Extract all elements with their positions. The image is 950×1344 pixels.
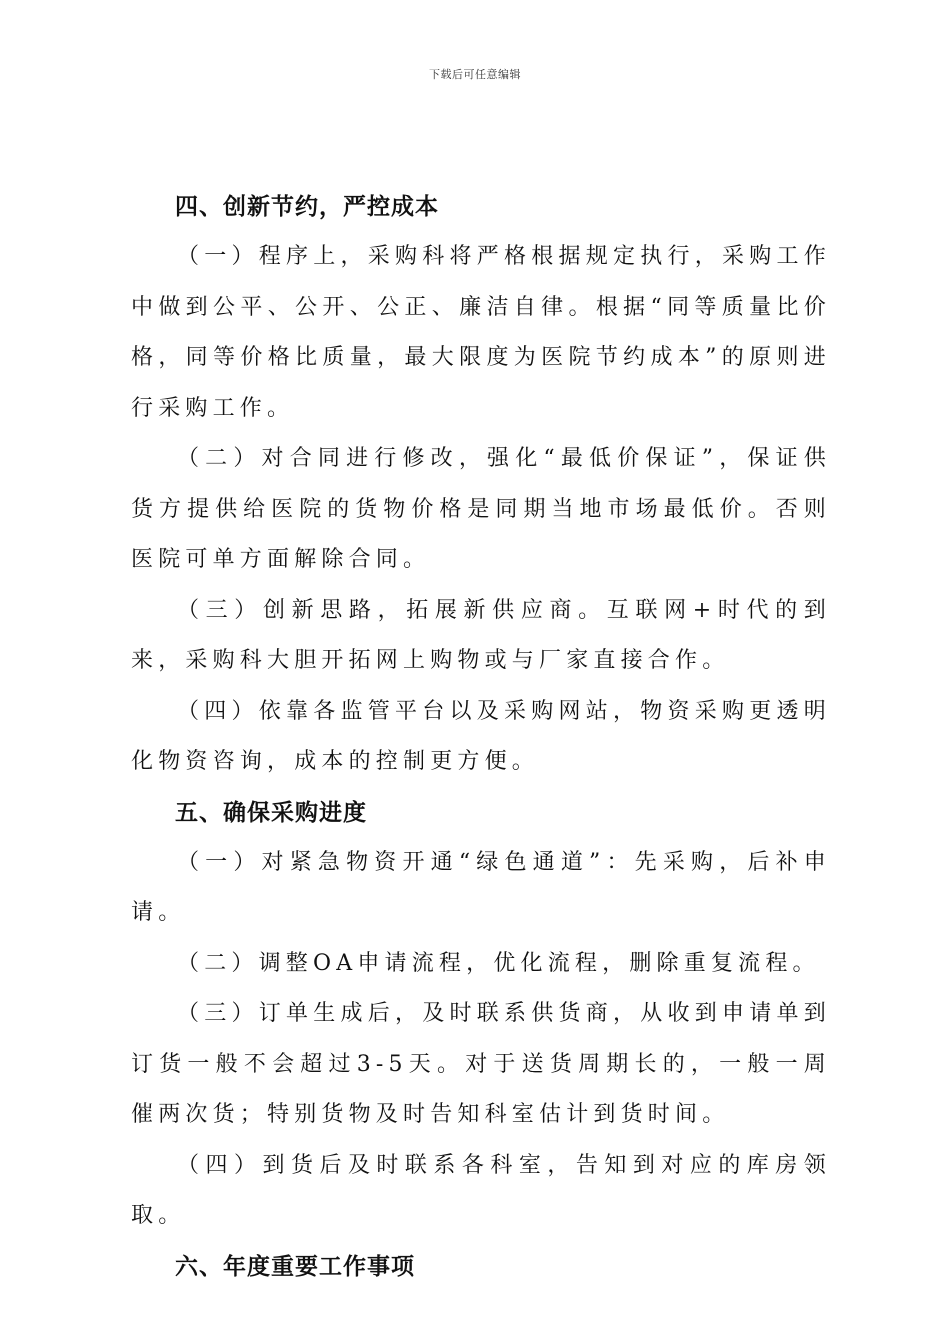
section-4-paragraph-2: （二）对合同进行修改，强化“最低价保证”，保证供货方提供给医院的货物价格是同期当地市场最低价。否则医院可单方面解除合同。 — [131, 446, 831, 572]
section-4-paragraph-4: （四）依靠各监管平台以及采购网站，物资采购更透明化物资咨询，成本的控制更方便。 — [131, 698, 831, 774]
section-5-paragraph-2: （二）调整OA申请流程，优化流程，删除重复流程。 — [177, 950, 820, 976]
section-5-paragraph-3: （三）订单生成后，及时联系供货商，从收到申请单到订货一般不会超过3-5天。对于送货周期长的，一般一周催两次货；特别货物及时告知科室估计到货时间。 — [131, 1001, 831, 1127]
section-5-heading: 五、确保采购进度 — [175, 799, 367, 826]
section-4-paragraph-3: （三）创新思路，拓展新供应商。互联网+时代的到来，采购科大胆开拓网上购物或与厂家直接合作。 — [131, 597, 831, 673]
document-body — [131, 182, 831, 1292]
section-6-heading: 六、年度重要工作事项 — [175, 1253, 415, 1280]
section-4-paragraph-1: （一）程序上，采购科将严格根据规定执行，采购工作中做到公平、公开、公正、廉洁自律。根据“同等质量比价格，同等价格比质量，最大限度为医院节约成本”的原则进行采购工作。 — [131, 244, 831, 421]
section-5-paragraph-1: （一）对紧急物资开通“绿色通道”：先采购，后补申请。 — [131, 849, 831, 925]
section-5-paragraph-4: （四）到货后及时联系各科室，告知到对应的库房领取。 — [131, 1152, 831, 1228]
page-header-note: 下载后可任意编辑 — [429, 68, 521, 81]
section-4-heading: 四、创新节约，严控成本 — [175, 194, 439, 220]
